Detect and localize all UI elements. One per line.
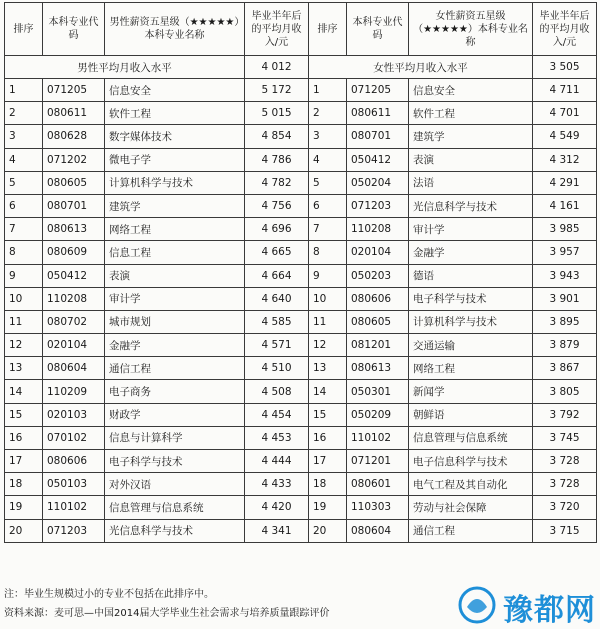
female-major-name: 表演 <box>409 148 533 171</box>
site-watermark <box>455 583 597 628</box>
table-row <box>5 426 597 449</box>
footnote-exclusion: 注：毕业生规模过小的专业不包括在此排序中。 <box>4 589 214 600</box>
header-code: 本科专业代码 <box>43 3 105 56</box>
female-major-code: 110102 <box>347 426 409 449</box>
table-row <box>5 519 597 542</box>
table-row <box>5 380 597 403</box>
male-income: 4 454 <box>245 403 309 426</box>
table-row <box>5 194 597 217</box>
female-rank: 18 <box>309 473 347 496</box>
header-female-major: 女性薪资五星级（★★★★★）本科专业名称 <box>409 3 533 56</box>
female-rank: 10 <box>309 287 347 310</box>
table-row <box>5 496 597 519</box>
table-row <box>5 403 597 426</box>
male-income: 4 585 <box>245 310 309 333</box>
male-rank: 17 <box>5 450 43 473</box>
female-income: 3 715 <box>533 519 597 542</box>
male-rank: 20 <box>5 519 43 542</box>
female-major-code: 050203 <box>347 264 409 287</box>
header-code-female: 本科专业代码 <box>347 3 409 56</box>
female-income: 3 745 <box>533 426 597 449</box>
female-rank: 16 <box>309 426 347 449</box>
female-income: 3 867 <box>533 357 597 380</box>
male-major-name: 电子商务 <box>105 380 245 403</box>
table-row <box>5 357 597 380</box>
male-rank: 6 <box>5 194 43 217</box>
male-income: 4 782 <box>245 171 309 194</box>
male-average-label: 男性平均月收入水平 <box>5 56 245 79</box>
male-major-name: 财政学 <box>105 403 245 426</box>
male-major-code: 020103 <box>43 403 105 426</box>
female-major-name: 朝鲜语 <box>409 403 533 426</box>
female-major-code: 110208 <box>347 218 409 241</box>
female-major-name: 金融学 <box>409 241 533 264</box>
female-rank: 4 <box>309 148 347 171</box>
female-average-label: 女性平均月收入水平 <box>309 56 533 79</box>
male-major-name: 信息工程 <box>105 241 245 264</box>
male-income: 5 172 <box>245 79 309 102</box>
male-income: 4 571 <box>245 334 309 357</box>
female-rank: 5 <box>309 171 347 194</box>
female-rank: 19 <box>309 496 347 519</box>
male-income: 4 786 <box>245 148 309 171</box>
male-major-code: 020104 <box>43 334 105 357</box>
male-major-code: 071202 <box>43 148 105 171</box>
female-income: 3 728 <box>533 450 597 473</box>
male-income: 4 665 <box>245 241 309 264</box>
female-major-code: 080701 <box>347 125 409 148</box>
female-income: 4 161 <box>533 194 597 217</box>
male-income: 4 433 <box>245 473 309 496</box>
female-income: 3 901 <box>533 287 597 310</box>
female-major-code: 050209 <box>347 403 409 426</box>
male-major-name: 审计学 <box>105 287 245 310</box>
male-income: 4 508 <box>245 380 309 403</box>
table-row <box>5 334 597 357</box>
male-rank: 10 <box>5 287 43 310</box>
male-rank: 14 <box>5 380 43 403</box>
male-rank: 8 <box>5 241 43 264</box>
female-income: 3 792 <box>533 403 597 426</box>
female-rank: 2 <box>309 102 347 125</box>
male-major-name: 电子科学与技术 <box>105 450 245 473</box>
male-rank: 3 <box>5 125 43 148</box>
female-major-name: 法语 <box>409 171 533 194</box>
male-major-code: 110208 <box>43 287 105 310</box>
female-major-code: 020104 <box>347 241 409 264</box>
male-rank: 13 <box>5 357 43 380</box>
male-income: 4 756 <box>245 194 309 217</box>
female-rank: 12 <box>309 334 347 357</box>
female-major-name: 劳动与社会保障 <box>409 496 533 519</box>
female-income: 4 549 <box>533 125 597 148</box>
male-major-code: 080613 <box>43 218 105 241</box>
male-major-code: 050103 <box>43 473 105 496</box>
header-female-income: 毕业半年后的平均月收入/元 <box>533 3 597 56</box>
female-income: 3 720 <box>533 496 597 519</box>
female-income: 3 957 <box>533 241 597 264</box>
male-income: 4 510 <box>245 357 309 380</box>
female-rank: 14 <box>309 380 347 403</box>
male-major-code: 071203 <box>43 519 105 542</box>
male-rank: 7 <box>5 218 43 241</box>
table-row <box>5 310 597 333</box>
male-major-name: 光信息科学与技术 <box>105 519 245 542</box>
table-row <box>5 102 597 125</box>
female-income: 4 711 <box>533 79 597 102</box>
footnote-source: 资料来源：麦可思—中国2014届大学毕业生社会需求与培养质量跟踪评价 <box>4 608 330 619</box>
male-rank: 16 <box>5 426 43 449</box>
female-major-name: 审计学 <box>409 218 533 241</box>
male-major-code: 080606 <box>43 450 105 473</box>
female-major-code: 110303 <box>347 496 409 519</box>
female-major-code: 080601 <box>347 473 409 496</box>
female-major-name: 光信息科学与技术 <box>409 194 533 217</box>
male-major-name: 微电子学 <box>105 148 245 171</box>
male-rank: 12 <box>5 334 43 357</box>
female-income: 3 879 <box>533 334 597 357</box>
male-major-code: 050412 <box>43 264 105 287</box>
female-income: 3 943 <box>533 264 597 287</box>
male-income: 4 696 <box>245 218 309 241</box>
female-major-name: 交通运输 <box>409 334 533 357</box>
header-rank: 排序 <box>5 3 43 56</box>
female-major-name: 电气工程及其自动化 <box>409 473 533 496</box>
female-rank: 20 <box>309 519 347 542</box>
male-major-code: 110102 <box>43 496 105 519</box>
male-income: 5 015 <box>245 102 309 125</box>
female-major-name: 信息管理与信息系统 <box>409 426 533 449</box>
male-rank: 18 <box>5 473 43 496</box>
male-major-name: 数字媒体技术 <box>105 125 245 148</box>
male-major-name: 建筑学 <box>105 194 245 217</box>
male-average-value: 4 012 <box>245 56 309 79</box>
female-rank: 11 <box>309 310 347 333</box>
female-major-code: 050412 <box>347 148 409 171</box>
female-major-code: 071201 <box>347 450 409 473</box>
average-income-row <box>5 56 597 79</box>
female-average-value: 3 505 <box>533 56 597 79</box>
male-rank: 9 <box>5 264 43 287</box>
table-row <box>5 218 597 241</box>
table-row <box>5 241 597 264</box>
female-income: 4 701 <box>533 102 597 125</box>
male-major-name: 计算机科学与技术 <box>105 171 245 194</box>
male-major-code: 080611 <box>43 102 105 125</box>
female-major-code: 050204 <box>347 171 409 194</box>
male-major-code: 080605 <box>43 171 105 194</box>
table-row <box>5 287 597 310</box>
male-major-code: 070102 <box>43 426 105 449</box>
female-income: 4 312 <box>533 148 597 171</box>
female-income: 3 985 <box>533 218 597 241</box>
male-major-name: 表演 <box>105 264 245 287</box>
female-major-code: 081201 <box>347 334 409 357</box>
female-major-name: 德语 <box>409 264 533 287</box>
male-rank: 4 <box>5 148 43 171</box>
male-rank: 15 <box>5 403 43 426</box>
male-rank: 19 <box>5 496 43 519</box>
female-major-name: 软件工程 <box>409 102 533 125</box>
female-rank: 13 <box>309 357 347 380</box>
male-rank: 11 <box>5 310 43 333</box>
male-major-code: 071205 <box>43 79 105 102</box>
male-income: 4 640 <box>245 287 309 310</box>
female-major-code: 071205 <box>347 79 409 102</box>
female-rank: 15 <box>309 403 347 426</box>
salary-ranking-table <box>4 2 597 543</box>
watermark-text: 豫都网 <box>503 593 596 628</box>
table-row <box>5 79 597 102</box>
female-rank: 8 <box>309 241 347 264</box>
male-major-code: 080702 <box>43 310 105 333</box>
table-row <box>5 171 597 194</box>
female-major-code: 080605 <box>347 310 409 333</box>
male-major-code: 080701 <box>43 194 105 217</box>
table-row <box>5 450 597 473</box>
female-major-name: 信息安全 <box>409 79 533 102</box>
male-major-name: 对外汉语 <box>105 473 245 496</box>
female-major-name: 通信工程 <box>409 519 533 542</box>
female-major-name: 网络工程 <box>409 357 533 380</box>
female-major-code: 071203 <box>347 194 409 217</box>
female-major-name: 电子科学与技术 <box>409 287 533 310</box>
table-row <box>5 473 597 496</box>
table-row <box>5 148 597 171</box>
footnotes <box>4 585 329 623</box>
male-rank: 5 <box>5 171 43 194</box>
male-income: 4 854 <box>245 125 309 148</box>
male-major-name: 金融学 <box>105 334 245 357</box>
male-major-code: 080604 <box>43 357 105 380</box>
female-rank: 7 <box>309 218 347 241</box>
table-row <box>5 125 597 148</box>
female-rank: 3 <box>309 125 347 148</box>
male-major-name: 城市规划 <box>105 310 245 333</box>
header-rank-female: 排序 <box>309 3 347 56</box>
male-income: 4 664 <box>245 264 309 287</box>
male-income: 4 444 <box>245 450 309 473</box>
male-income: 4 341 <box>245 519 309 542</box>
watermark-logo-icon <box>455 585 499 625</box>
male-income: 4 453 <box>245 426 309 449</box>
male-income: 4 420 <box>245 496 309 519</box>
female-rank: 1 <box>309 79 347 102</box>
female-major-name: 建筑学 <box>409 125 533 148</box>
female-rank: 6 <box>309 194 347 217</box>
female-income: 3 805 <box>533 380 597 403</box>
female-income: 3 728 <box>533 473 597 496</box>
male-major-name: 信息安全 <box>105 79 245 102</box>
female-major-code: 080606 <box>347 287 409 310</box>
female-major-code: 080611 <box>347 102 409 125</box>
male-major-name: 网络工程 <box>105 218 245 241</box>
female-major-name: 新闻学 <box>409 380 533 403</box>
female-major-name: 电子信息科学与技术 <box>409 450 533 473</box>
female-income: 3 895 <box>533 310 597 333</box>
female-major-code: 050301 <box>347 380 409 403</box>
header-male-income: 毕业半年后的平均月收入/元 <box>245 3 309 56</box>
table-header-row <box>5 3 597 56</box>
table-row <box>5 264 597 287</box>
female-major-name: 计算机科学与技术 <box>409 310 533 333</box>
male-major-name: 信息管理与信息系统 <box>105 496 245 519</box>
male-major-code: 080609 <box>43 241 105 264</box>
header-male-major: 男性薪资五星级（★★★★★）本科专业名称 <box>105 3 245 56</box>
female-income: 4 291 <box>533 171 597 194</box>
male-major-name: 信息与计算科学 <box>105 426 245 449</box>
female-rank: 9 <box>309 264 347 287</box>
male-major-code: 110209 <box>43 380 105 403</box>
female-major-code: 080604 <box>347 519 409 542</box>
male-rank: 2 <box>5 102 43 125</box>
female-major-code: 080613 <box>347 357 409 380</box>
male-major-name: 通信工程 <box>105 357 245 380</box>
male-major-name: 软件工程 <box>105 102 245 125</box>
female-rank: 17 <box>309 450 347 473</box>
male-major-code: 080628 <box>43 125 105 148</box>
male-rank: 1 <box>5 79 43 102</box>
